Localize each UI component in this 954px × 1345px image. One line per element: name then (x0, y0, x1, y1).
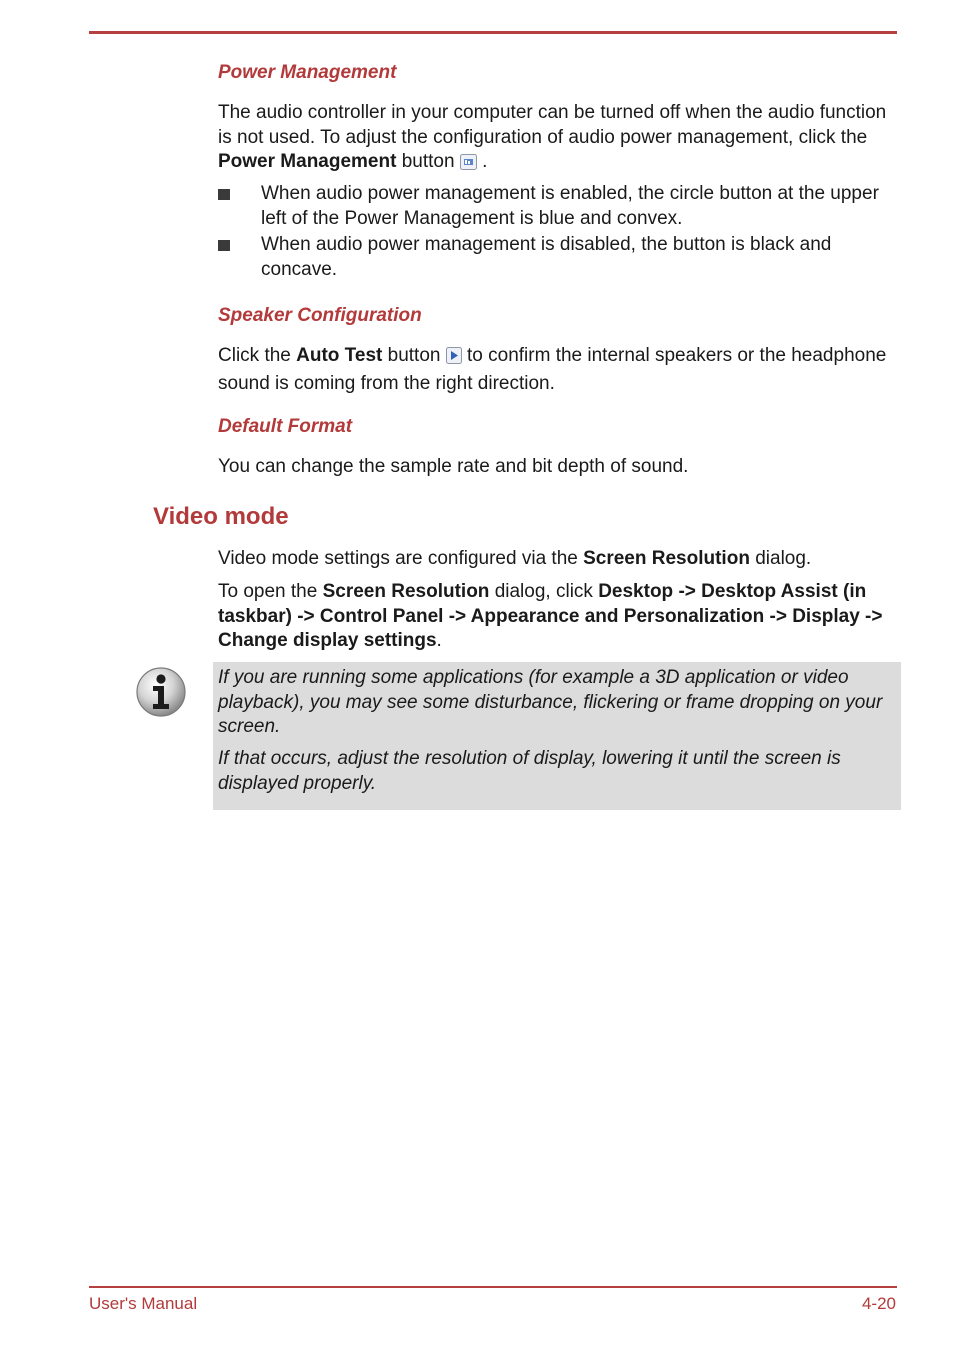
video-p1-text: Video mode settings are configured via the (218, 548, 584, 569)
video-p2-text: To open the (218, 581, 323, 602)
footer-manual-title: User's Manual (89, 1294, 198, 1313)
power-end: . (476, 151, 488, 172)
bullet-square (218, 240, 230, 251)
header-rule (89, 31, 897, 34)
list-item (218, 182, 894, 231)
power-text: The audio controller in your computer can be turned off when the audio function is not used. To adjust the configuration of audio power management, click the (218, 102, 887, 148)
info-icon (135, 666, 187, 726)
default-format-paragraph: You can change the sample rate and bit depth of sound. (218, 456, 689, 477)
page-number: 4-20 (861, 1294, 896, 1313)
video-mode-paragraph-1 (218, 547, 894, 572)
video-p1-bold: Screen Resolution (583, 548, 750, 569)
video-mode-paragraph-2 (218, 580, 894, 654)
power-tail: button (396, 151, 455, 172)
speaker-post: to confirm the internal speakers or the headphone sound is coming from the right direction. (218, 345, 887, 394)
bullet-square (218, 189, 230, 200)
note-paragraph-2: If that occurs, adjust the resolution of display, lowering it until the screen is displayed properly. (218, 748, 841, 794)
note-box (213, 662, 901, 810)
video-p2-mid: dialog, click (489, 581, 599, 602)
power-management-button-icon (460, 153, 477, 178)
speaker-mid: button (382, 345, 446, 366)
video-mode-heading: Video mode (153, 503, 289, 530)
speaker-text: Click the (218, 345, 297, 366)
bullet-text: When audio power management is disabled, the button is black and concave. (261, 234, 832, 280)
speaker-paragraph (218, 344, 894, 396)
speaker-bold: Auto Test (296, 345, 383, 366)
footer-rule (89, 1286, 897, 1288)
video-p2-end: . (436, 630, 442, 651)
speaker-configuration-heading: Speaker Configuration (218, 305, 422, 326)
bullet-text: When audio power management is enabled, the circle button at the upper left of the Power Management is blue and convex. (261, 183, 879, 229)
note-paragraph-1: If you are running some applications (for example a 3D application or video playback), you may see some disturbance, flickering or frame dropping on your screen. (218, 667, 883, 737)
video-p2-bold-1: Screen Resolution (322, 581, 490, 602)
power-bold: Power Management (218, 151, 397, 172)
list-item (218, 233, 894, 282)
video-p1-post: dialog. (749, 548, 812, 569)
power-management-paragraph (218, 101, 894, 178)
default-format-heading: Default Format (218, 416, 353, 437)
video-p2-bold-2: Desktop -> Desktop Assist (in taskbar) -> Control Panel -> Appearance and Personalization -> Display -> Change display settings (218, 581, 883, 651)
auto-test-button-icon (446, 347, 462, 372)
power-management-heading: Power Management (218, 62, 397, 83)
